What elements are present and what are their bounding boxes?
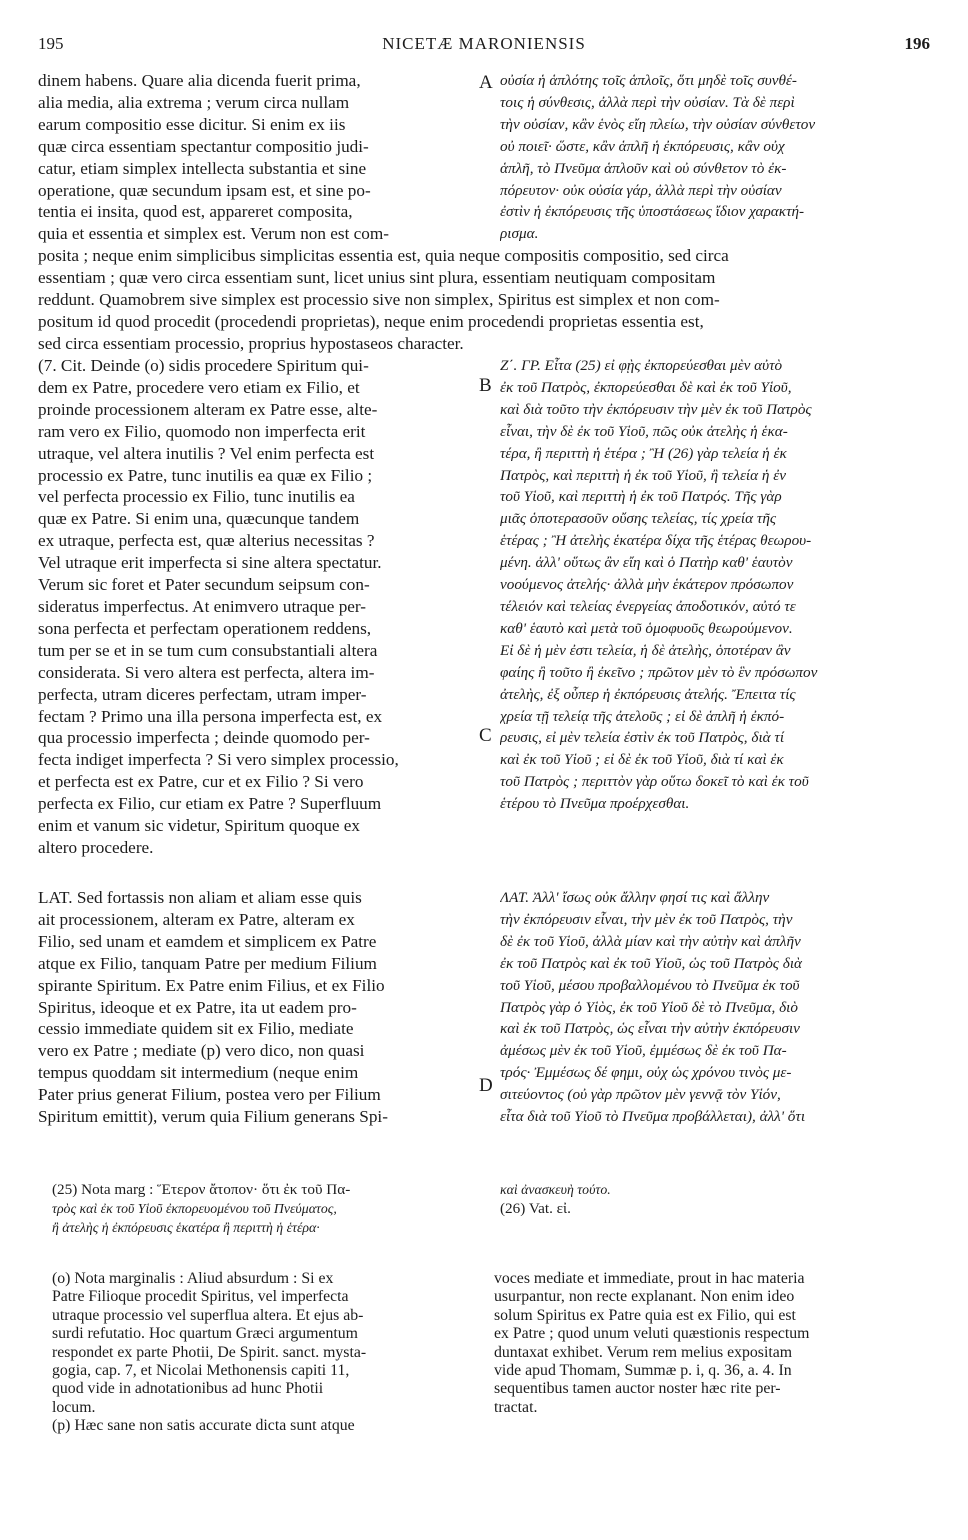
footnote-line: (26) Vat. εἰ. (500, 1200, 571, 1218)
text-line: εἶναι, τὴν δὲ ἐκ τοῦ Υἱοῦ, πῶς οὐκ ἀτελὴς ἡ ἑκα- (500, 422, 788, 440)
text-line: perfecta, utram diceres perfectam, utram imper- (38, 684, 367, 704)
text-line: considerata. Si vero altera est perfecta, altera im- (38, 662, 375, 682)
latin-column-lower (38, 887, 474, 1128)
latin-full-width-paragraph (38, 245, 938, 355)
latin-footnotes-right (494, 1270, 938, 1417)
text-line: οὐσία ἡ ἁπλότης τοῖς ἁπλοῖς, ὅτι μηδὲ τοῖς συνθέ- (500, 72, 797, 89)
text-line: cessio immediate quidem sit ex Filio, mediate (38, 1019, 354, 1039)
section-marker-c: C (479, 725, 492, 746)
text-line: τοῦ Υἱοῦ, καὶ περιττὴ ἡ ἐκ τοῦ Πατρός. Τῆς γὰρ (500, 488, 782, 506)
footnote-line: gogia, cap. 7, et Nicolai Methonensis capiti 11, (52, 1362, 350, 1380)
footnote-line: usurpantur, non recte explanant. Non enim ideo (494, 1288, 795, 1306)
text-line: tum per se et in se tum cum consubstantiali altera (38, 640, 378, 660)
text-line: ρευσις, εἰ μὲν τελεία ἐστὶν ἐκ τοῦ Πατρὸς, διὰ τί (500, 729, 785, 747)
text-line: vero ex Patre ; mediate (p) vero dico, non quasi (38, 1041, 365, 1061)
text-line: dinem habens. Quare alia dicenda fuerit prima, (38, 71, 361, 90)
text-line: ἀμέσως μὲν ἐκ τοῦ Υἱοῦ, ἐμμέσως δὲ ἐκ τοῦ Πα- (500, 1042, 787, 1060)
text-line: proinde processionem alteram ex Patre esse, alte- (38, 399, 378, 419)
text-line: φαίης ἢ τοῦτο ἢ ἐκεῖνο ; πρῶτον μὲν τὸ ἓν πρόσωπον (500, 663, 818, 681)
text-line: tentia ei insita, quod est, appareret composita, (38, 202, 353, 222)
text-line: Πατρὸς, καὶ περιττὴ ἡ ἐκ τοῦ Υἱοῦ, ἢ τελεία ἡ ἐν (500, 466, 786, 484)
section-marker-b: B (479, 375, 492, 396)
text-line: quia et essentia et simplex est. Verum non est com- (38, 224, 389, 244)
text-line: νοούμενος ἀτελής· ἀλλὰ μὴν ἑκάτερον πρόσωπον (500, 576, 794, 594)
text-line: τέλειόν καὶ τελείας ἐνεργείας ἀποδοτικόν, αὐτό τε (500, 597, 796, 615)
footnote-line: (p) Hæc sane non satis accurate dicta sunt atque (52, 1417, 355, 1435)
text-line: ἐκ τοῦ Πατρὸς καὶ ἐκ τοῦ Υἱοῦ, ὡς τοῦ Πατρὸς διὰ (500, 954, 803, 972)
text-line: Ζ΄. ΓΡ. Εἶτα (25) εἰ φῂς ἐκπορεύεσθαι μὲν αὐτὸ (500, 357, 783, 374)
text-line: τρός· Ἐμμέσως δέ φημι, οὐχ ὡς χρόνου τινὸς με- (500, 1064, 792, 1082)
text-line: Spiritum emittit), verum quia Filium generans Spi- (38, 1107, 388, 1127)
text-line: fecta indiget imperfecta ? Si vero simplex processio, (38, 750, 399, 770)
footnote-line: (o) Nota marginalis : Aliud absurdum : Si ex (52, 1270, 334, 1287)
text-line: τοῦ Υἱοῦ, μέσου προβαλλομένου τὸ Πνεῦμα ἐκ τοῦ (500, 976, 800, 994)
text-line: ἑτέρου τὸ Πνεῦμα προέρχεσθαι. (500, 795, 690, 813)
text-line: vel perfecta processio ex Filio, tunc inutilis ea (38, 487, 355, 507)
text-line: Εἰ δὲ ἡ μὲν ἐστι τελεία, ἡ δὲ ἀτελὴς, ὁποτέραν ἂν (500, 641, 791, 659)
footnote-line: vide apud Thomam, Summæ p. i, q. 36, a. 4. In (494, 1362, 792, 1380)
text-line: μιᾶς ὁποτερασοῦν οὔσης τελείας, τίς χρεία τῆς (500, 510, 777, 528)
latin-column-top (38, 70, 474, 245)
text-line: Πατρὸς γὰρ ὁ Υἱὸς, ἐκ τοῦ Υἱοῦ δὲ τὸ Πνεῦμα, διὸ (500, 998, 798, 1016)
text-line: πόρευτον· οὐκ οὐσία γάρ, ἀλλὰ περὶ τὴν οὐσίαν (500, 181, 782, 199)
text-line: ἀτελὴς, ἐξ οὗπερ ἡ ἐκπόρευσις ἀτελής. Ἔπειτα τίς (500, 685, 796, 703)
text-line: Verum sic foret et Pater secundum seipsum con- (38, 575, 370, 595)
text-line: essentiam ; quæ vero circa essentiam sunt, licet unius sint plura, essentiam neutiquam compositam (38, 267, 716, 287)
text-line: ἐκ τοῦ Πατρὸς, ἐκπορεύεσθαι δὲ καὶ ἐκ τοῦ Υἱοῦ, (500, 378, 792, 396)
footnote-line: tractat. (494, 1398, 538, 1416)
footnote-line: voces mediate et immediate, prout in hac materia (494, 1270, 805, 1287)
text-line: sona perfecta et perfectam operationem reddens, (38, 618, 372, 638)
text-line: Filio, sed unam et eamdem et simplicem ex Patre (38, 931, 377, 951)
text-line: ram vero ex Filio, quomodo non imperfecta erit (38, 421, 366, 441)
footnote-line: sequentibus tamen auctor noster hæc rite per- (494, 1380, 781, 1398)
footnote-line: ἢ ἀτελὴς ἡ ἐκπόρευσις ἑκατέρα ἢ περιττὴ ἡ ἑτέρα· (52, 1220, 320, 1236)
text-line: ἁπλῆ, τὸ Πνεῦμα ἁπλοῦν καὶ οὐ σύνθετον τὸ ἐκ- (500, 159, 787, 177)
text-line: ἑτέρας ; Ἢ ἀτελὴς ἑκατέρα δίχα τῆς ἑτέρας θεωρου- (500, 532, 812, 550)
text-line: καὶ διὰ τοῦτο τὴν ἐκπόρευσιν τὴν μὲν ἐκ τοῦ Πατρὸς (500, 400, 812, 418)
footnote-line: duntaxat exhibet. Verum rem melius expositam (494, 1343, 793, 1361)
footnote-line: respondet ex parte Photii, De Spirit. sanct. mysta- (52, 1343, 367, 1361)
text-line: quæ circa essentiam spectantur compositio judi- (38, 136, 369, 156)
text-line: alia media, alia extrema ; verum circa nullam (38, 92, 350, 112)
text-line: ἐστὶν ἡ ἐκπόρευσις τῆς ὑποστάσεως ἴδιον χαρακτή- (500, 203, 805, 221)
text-line: τοις ἡ σύνθεσις, ἀλλὰ περὶ τὴν οὐσίαν. Τὰ δὲ περὶ (500, 93, 795, 111)
text-line: μένη. ἀλλ' οὕτως ἂν εἴη καὶ ὁ Πατὴρ καθ' ἑαυτὸν (500, 554, 793, 572)
text-line: et perfecta est ex Patre, cur et ex Filio ? Si vero (38, 772, 364, 792)
page-number-right: 196 (904, 34, 930, 53)
text-line: τέρα, ἢ περιττὴ ἡ ἑτέρα ; Ἢ (26) γὰρ τελεία ἡ ἐκ (500, 444, 787, 462)
footnote-line: ex Patre ; quod unum veluti quæstionis respectum (494, 1325, 810, 1343)
footnote-line: καὶ ἀνασκευὴ τούτο. (500, 1182, 611, 1197)
text-line: operatione, quæ secundum ipsam est, et sine po- (38, 180, 371, 200)
greek-footnotes-left (52, 1180, 474, 1238)
text-line: δὲ ἐκ τοῦ Υἱοῦ, ἀλλὰ μίαν καὶ τὴν αὐτὴν καὶ ἁπλῆν (500, 932, 801, 950)
text-line: ρισμα. (500, 225, 539, 243)
running-title: NICETÆ MARONIENSIS (382, 34, 586, 53)
text-line: spirante Spiritum. Ex Patre enim Filius, et ex Filio (38, 975, 385, 995)
text-line: fectam ? Primo una illa persona imperfecta est, ex (38, 706, 383, 726)
footnote-line: locum. (52, 1398, 96, 1416)
text-line: quæ ex Patre. Si enim una, quæcunque tandem (38, 509, 360, 529)
footnote-line: solum Spiritus ex Patre quia est ex Filio, qui est (494, 1306, 796, 1324)
text-line: ait processionem, alteram ex Patre, alteram ex (38, 909, 355, 929)
text-line: σιτεύοντος (οὐ γὰρ πρῶτον μὲν γεννᾷ τὸν Υἱόν, (500, 1086, 781, 1104)
text-line: sed circa essentiam processio, proprius hypostaseos character. (38, 333, 464, 353)
text-line: perfecta ex Filio, cur etiam ex Patre ? Superfluum (38, 794, 382, 814)
text-line: reddunt. Quamobrem sive simplex est processio sive non simplex, Spiritus est simplex et non com- (38, 289, 720, 309)
greek-column-lower (500, 887, 938, 1128)
text-line: καὶ ἐκ τοῦ Υἱοῦ ; εἰ δὲ ἐκ τοῦ Υἱοῦ, διὰ τί καὶ ἐκ (500, 751, 784, 769)
text-line: utraque, vel altera inutilis ? Vel enim perfecta est (38, 443, 375, 463)
footnote-line: τρὸς καὶ ἐκ τοῦ Υἱοῦ ἐκπορευομένου τοῦ Πνεύματος, (52, 1201, 337, 1217)
text-line: χρεία τῇ τελείᾳ τῆς ἀτελοῦς ; εἰ δὲ ἁπλῆ ἡ ἐκπό- (500, 707, 785, 725)
text-line: positum id quod procedit (procedendi proprietas), neque enim procedendi proprietas essentia est, (38, 311, 704, 331)
text-line: LAT. Sed fortassis non aliam et aliam esse quis (38, 888, 362, 907)
greek-column-top (500, 70, 938, 245)
text-line: καὶ ἐκ τοῦ Πατρὸς, ὡς εἶναι τὴν αὐτὴν ἐκπόρευσιν (500, 1020, 800, 1038)
text-line: καθ' ἑαυτὸ καὶ μετὰ τοῦ ὁμοφυοῦς θεωρούμενον. (500, 619, 793, 637)
text-line: posita ; neque enim simplicibus simplicitas essentia est, quia neque compositis compositio, sed circa (38, 246, 729, 265)
footnote-line: quod vide in adnotationibus ad hunc Photii (52, 1380, 324, 1398)
section-marker-a: A (479, 72, 493, 93)
text-line: altero procedere. (38, 837, 154, 857)
text-line: οὐ ποιεῖ· ὥστε, κἂν ἁπλῆ ἡ ἐκπόρευσις, κἂν οὐχ (500, 137, 785, 155)
latin-column-middle (38, 355, 474, 859)
footnote-line: (25) Nota marg : Ἕτερον ἄτοπον· ὅτι ἐκ τοῦ Πα- (52, 1181, 351, 1198)
text-line: processio ex Patre, tunc inutilis ea quæ ex Filio ; (38, 465, 373, 485)
text-line: ex utraque, perfecta est, quæ alterius necessitas ? (38, 531, 375, 551)
footnote-line: Patre Filioque procedit Spiritus, vel imperfecta (52, 1288, 349, 1306)
page-number-left: 195 (38, 34, 64, 53)
text-line: Pater prius generat Filium, postea vero per Filium (38, 1085, 381, 1105)
section-marker-d: D (479, 1075, 493, 1096)
text-line: qua processio imperfecta ; deinde quomodo per- (38, 728, 370, 748)
text-line: atque ex Filio, tanquam Patre per medium Filium (38, 953, 377, 973)
text-line: earum compositio esse dicitur. Si enim ex iis (38, 114, 346, 134)
greek-column-middle (500, 355, 938, 815)
text-line: (7. Cit. Deinde (o) sidis procedere Spiritum qui- (38, 356, 369, 375)
text-line: τὴν οὐσίαν, κἂν ἑνὸς εἴη πλείω, τὴν οὐσίαν σύνθετον (500, 115, 816, 133)
text-line: τὴν ἐκπόρευσιν εἶναι, τὴν μὲν ἐκ τοῦ Πατρὸς, τὴν (500, 910, 793, 928)
footnote-line: utraque processio vel superflua altera. Et ejus ab- (52, 1306, 364, 1324)
text-line: Vel utraque erit imperfecta si sine altera spectatur. (38, 553, 382, 573)
greek-footnotes-right (500, 1180, 938, 1218)
text-line: tempus quoddam sit intermedium (neque enim (38, 1063, 359, 1083)
text-line: dem ex Patre, procedere vero etiam ex Filio, et (38, 377, 360, 397)
text-line: enim et vanum sic videtur, Spiritum quoque ex (38, 816, 360, 836)
text-line: catur, etiam simplex intellecta substantia et sine (38, 158, 367, 178)
text-line: ΛΑΤ. Ἀλλ' ἴσως οὐκ ἄλλην φησί τις καὶ ἄλλην (500, 889, 770, 906)
footnote-line: surdi refutatio. Hoc quartum Græci argumentum (52, 1325, 358, 1343)
text-line: Spiritus, ideoque et ex Patre, ita ut eadem pro- (38, 997, 357, 1017)
text-line: sideratus imperfectus. At enimvero utraque per- (38, 596, 367, 616)
text-line: τοῦ Πατρὸς ; περιττὸν γὰρ οὕτω δοκεῖ τὸ καὶ ἐκ τοῦ (500, 773, 809, 791)
text-line: εἶτα διὰ τοῦ Υἱοῦ τὸ Πνεῦμα προβάλλεται), ἀλλ' ὅτι (500, 1108, 806, 1126)
latin-footnotes-left (52, 1270, 474, 1436)
